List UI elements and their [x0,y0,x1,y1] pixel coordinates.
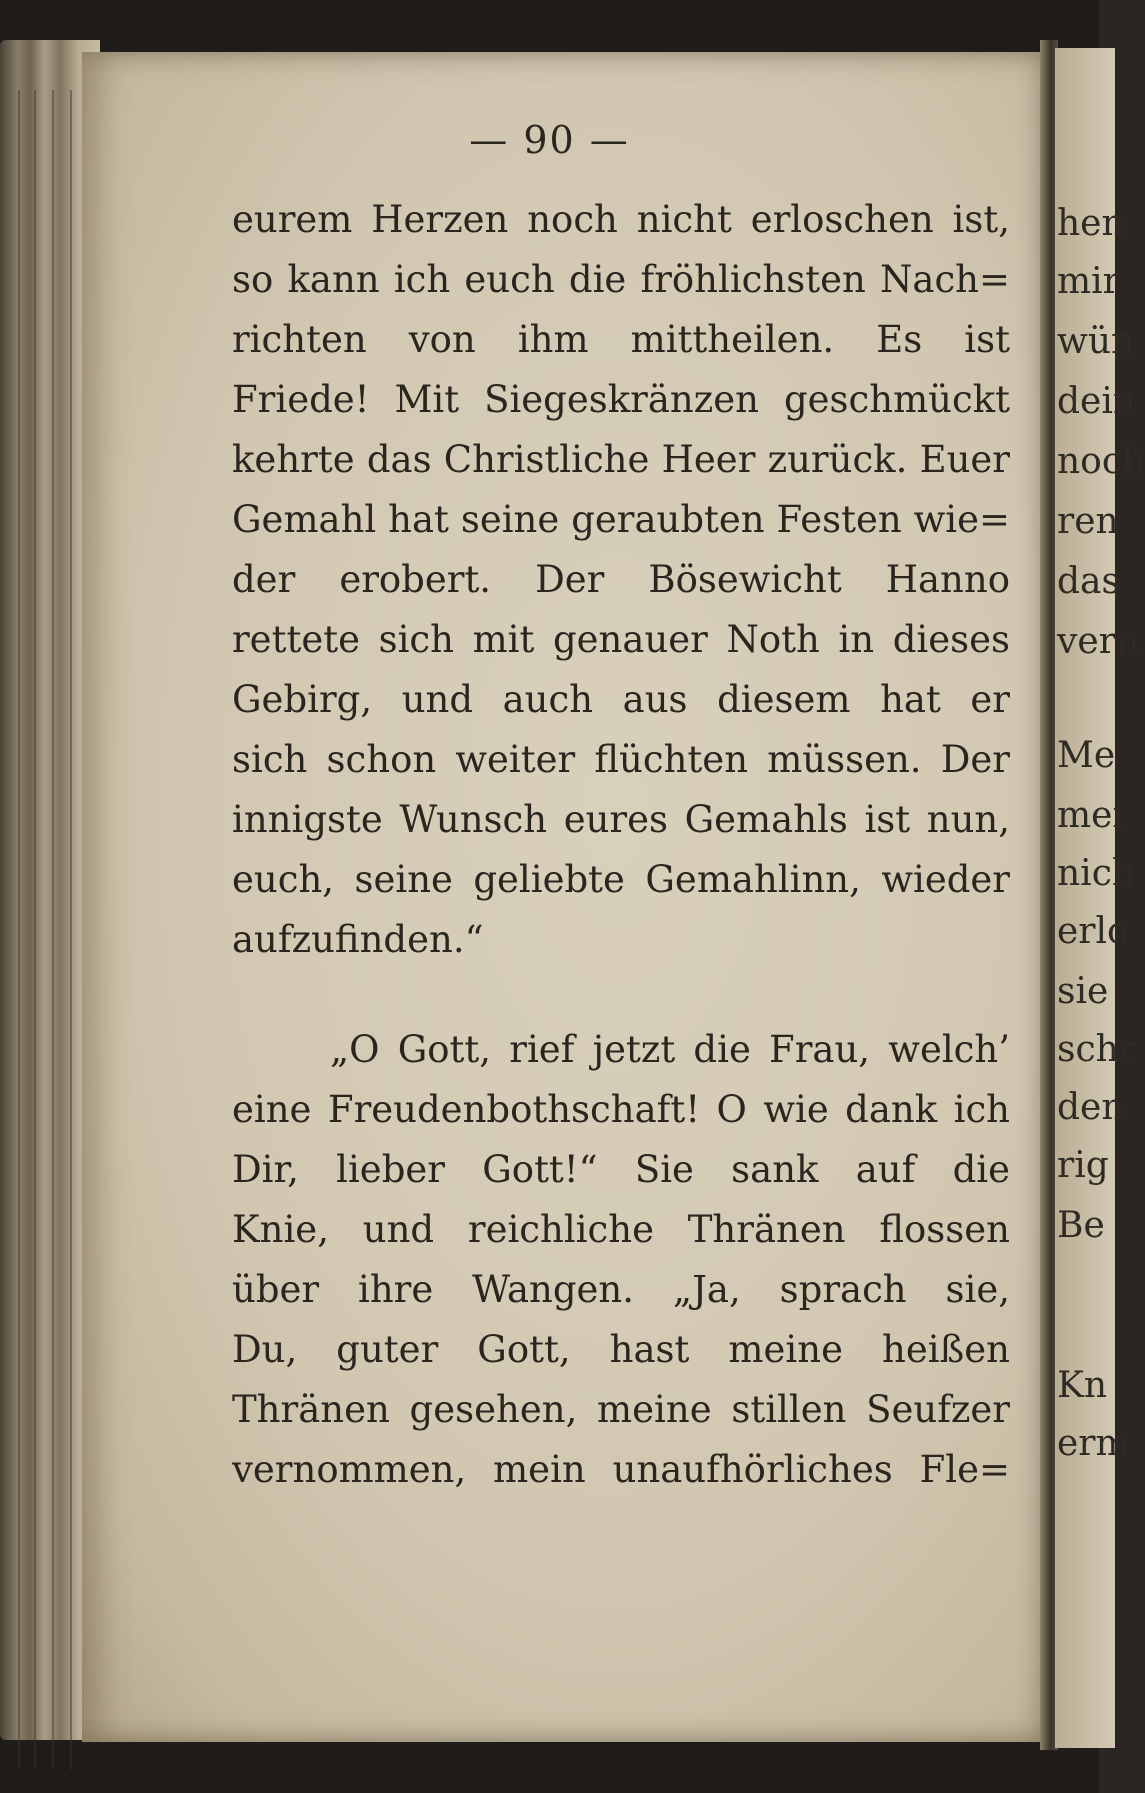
next-page-fragment: den [1057,1087,1125,1128]
next-page-fragment: hen [1057,203,1125,244]
text-line: Gebirg, und auch aus diesem hat er [232,678,1010,721]
text-line: Thränen gesehen, meine stillen Seufzer [232,1388,1010,1431]
page-number: — 90 — [469,118,630,162]
next-page-fragment: das [1057,561,1120,602]
text-line: Friede! Mit Siegeskränzen geschmückt [232,378,1010,421]
edge-line [52,90,54,1770]
next-page-fragment: noch [1057,441,1145,482]
next-page-fragment: Me [1057,735,1116,776]
paragraph-gap [232,970,1010,1020]
next-page-edge [1055,48,1145,1748]
text-line: sich schon weiter flüchten müssen. Der [232,738,1010,781]
next-page-fragment: mir [1057,261,1120,302]
next-page-fragment: erm [1057,1423,1130,1464]
text-line: Du, guter Gott, hast meine heißen [232,1328,1010,1371]
text-line: so kann ich euch die fröhlichsten Nach= [232,258,1010,301]
next-page-fragment: dein [1057,381,1137,422]
text-line: Dir, lieber Gott!“ Sie sank auf die [232,1148,1010,1191]
text-line: vernommen, mein unaufhörliches Fle= [232,1448,1010,1491]
paragraph [232,1020,1010,1500]
text-line: eine Freudenbothschaft! O wie dank ich [232,1088,1010,1131]
next-page-fragment: vern [1057,621,1140,662]
next-page-fragment: nich [1057,853,1136,894]
next-page-fragment: wün [1057,321,1135,362]
text-line: „O Gott, rief jetzt die Frau, welch’ [330,1028,1010,1071]
text-line: über ihre Wangen. „Ja, sprach sie, [232,1268,1010,1311]
text-line: der erobert. Der Bösewicht Hanno [232,558,1010,601]
text-line: Gemahl hat seine geraubten Festen wie= [232,498,1010,541]
text-line: kehrte das Christliche Heer zurück. Euer [232,438,1010,481]
text-line: eurem Herzen noch nicht erloschen ist, [232,198,1010,241]
text-line: aufzufinden.“ [232,918,484,961]
next-page-fragment: erlo [1057,911,1129,952]
text-line: Knie, und reichliche Thränen flossen [232,1208,1010,1251]
body-text [232,190,1010,1500]
next-page-fragment: rig [1057,1145,1109,1186]
paragraph [232,190,1010,970]
edge-line [34,90,36,1770]
next-page-fragment: mei [1057,795,1124,836]
next-page-fragment: ren [1057,501,1119,542]
next-page-fragment: schr [1057,1029,1137,1070]
text-line: rettete sich mit genauer Noth in dieses [232,618,1010,661]
text-line: euch, seine geliebte Gemahlinn, wieder [232,858,1010,901]
edge-line [70,90,72,1770]
text-line: innigste Wunsch eures Gemahls ist nun, [232,798,1010,841]
next-page-fragment: Kn [1057,1365,1108,1406]
text-line: richten von ihm mittheilen. Es ist [232,318,1010,361]
next-page-fragment: sie [1057,971,1109,1012]
edge-line [18,90,20,1770]
next-page-fragment: Be [1057,1205,1105,1246]
